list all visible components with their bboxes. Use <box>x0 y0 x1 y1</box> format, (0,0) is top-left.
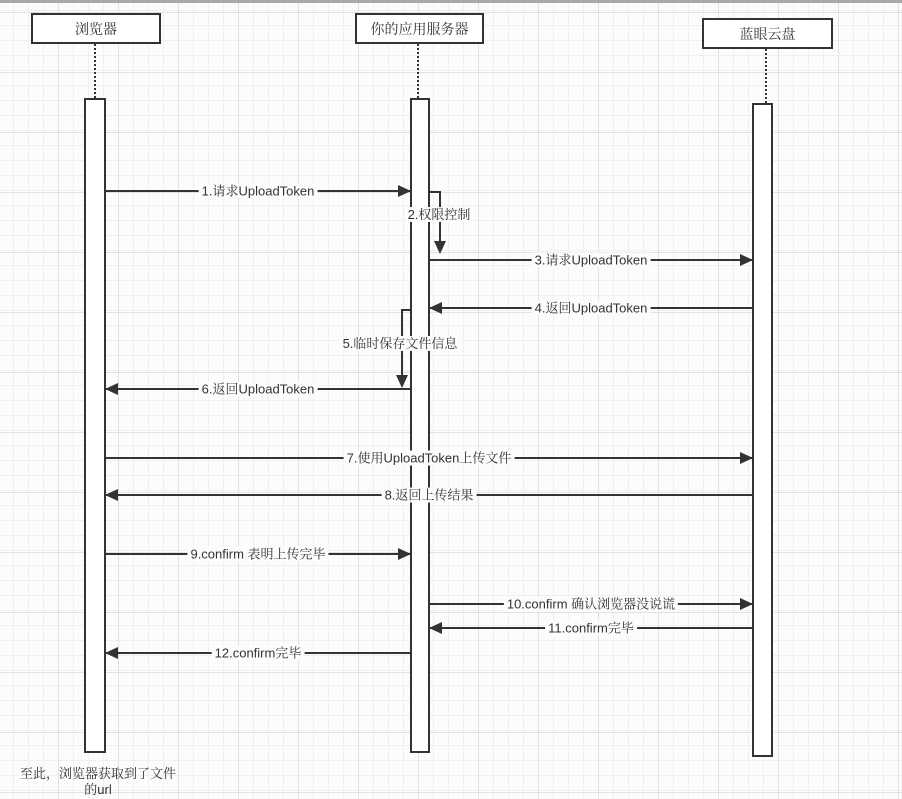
message-4-return-uploadtoken[interactable] <box>430 300 752 316</box>
message-10-label: 10.confirm 确认浏览器没说谎 <box>504 597 678 612</box>
actor-box-app-server[interactable] <box>355 13 484 44</box>
message-7-upload-file[interactable] <box>106 450 752 466</box>
message-11-confirm-done[interactable] <box>430 620 752 636</box>
message-8-label: 8.返回上传结果 <box>382 488 477 503</box>
message-5-label: 5.临时保存文件信息 <box>342 336 458 351</box>
actor-label-browser: 浏览器 <box>75 20 117 37</box>
lifeline-cloud-disk <box>765 49 767 103</box>
arrowhead-left-icon <box>105 383 118 395</box>
message-12-label: 12.confirm完毕 <box>212 646 305 661</box>
arrowhead-left-icon <box>429 622 442 634</box>
activation-bar-browser[interactable] <box>84 98 106 753</box>
message-6-label: 6.返回UploadToken <box>199 382 318 397</box>
annotation-text[interactable] <box>18 766 178 798</box>
message-11-label: 11.confirm完毕 <box>545 621 637 636</box>
activation-bar-app-server[interactable] <box>410 98 430 753</box>
arrowhead-left-icon <box>105 647 118 659</box>
arrowhead-right-icon <box>398 548 411 560</box>
message-1-label: 1.请求UploadToken <box>199 184 318 199</box>
actor-box-browser[interactable] <box>31 13 161 44</box>
arrowhead-right-icon <box>398 185 411 197</box>
message-1-request-uploadtoken[interactable] <box>106 183 410 199</box>
arrowhead-down-icon <box>396 375 408 388</box>
message-8-return-upload-result[interactable] <box>106 487 752 503</box>
message-9-label: 9.confirm 表明上传完毕 <box>187 547 328 562</box>
message-12-confirm-done[interactable] <box>106 645 410 661</box>
message-9-confirm-upload-done[interactable] <box>106 546 410 562</box>
arrowhead-right-icon <box>740 254 753 266</box>
arrowhead-right-icon <box>740 452 753 464</box>
lifeline-browser <box>94 44 96 98</box>
message-7-label: 7.使用UploadToken上传文件 <box>344 451 515 466</box>
arrowhead-left-icon <box>429 302 442 314</box>
arrowhead-down-icon <box>434 241 446 254</box>
lifeline-app-server <box>417 44 419 98</box>
activation-bar-cloud-disk[interactable] <box>752 103 773 757</box>
message-10-confirm-verify[interactable] <box>430 596 752 612</box>
canvas-top-border <box>0 0 902 3</box>
arrowhead-right-icon <box>740 598 753 610</box>
message-4-label: 4.返回UploadToken <box>532 301 651 316</box>
annotation-line-1: 至此，浏览器获取到了文件 <box>19 766 176 781</box>
annotation-line-2: 的url <box>84 782 112 797</box>
arrowhead-left-icon <box>105 489 118 501</box>
actor-label-cloud-disk: 蓝眼云盘 <box>739 25 796 42</box>
message-3-request-uploadtoken[interactable] <box>430 252 752 268</box>
message-3-label: 3.请求UploadToken <box>532 253 651 268</box>
message-2-label: 2.权限控制 <box>407 207 471 222</box>
message-6-return-uploadtoken[interactable] <box>106 381 410 397</box>
actor-label-app-server: 你的应用服务器 <box>370 20 469 37</box>
actor-box-cloud-disk[interactable] <box>702 18 833 49</box>
